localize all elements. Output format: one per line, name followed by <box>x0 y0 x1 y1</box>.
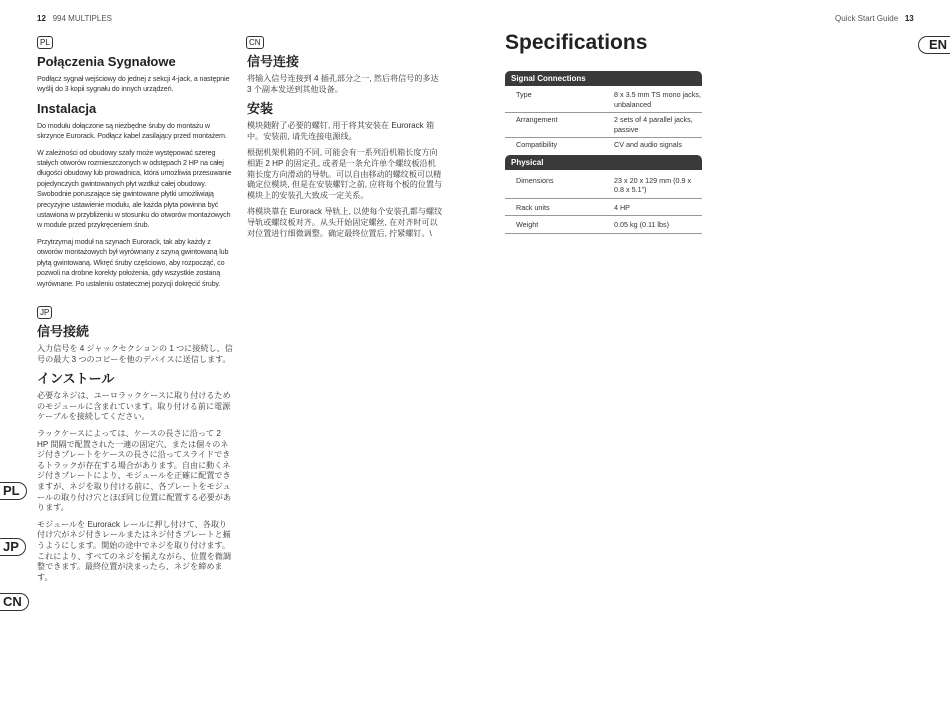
spec-value: CV and audio signals <box>614 140 682 149</box>
cn-install-p3: 将模块靠在 Eurorack 导轨上, 以使每个安装孔都与螺纹导轨或螺纹板对齐。从头开始固定螺丝, 在对齐时可以对位置进行细微调整。确定最终位置后, 拧紧螺钉。\ <box>247 207 443 238</box>
right-page-header <box>835 14 914 23</box>
spec-key: Rack units <box>516 202 550 212</box>
jp-install-p1: 必要なネジは、ユーロラックケースに取り付けるためのモジュールに含まれています。取り付ける前に電源ケーブルを接続してください。 <box>37 391 231 422</box>
spec-key: Weight <box>516 220 539 229</box>
cn-language-tag: CN <box>246 36 264 49</box>
side-tab-jp[interactable]: JP <box>0 538 26 556</box>
jp-signal-text: 入力信号を 4 ジャックセクションの 1 つに接続し、信号の最大 3 つのコピーを他のデバイスに送信します。 <box>37 344 233 364</box>
spec-row <box>505 199 702 217</box>
side-tab-pl[interactable]: PL <box>0 482 27 500</box>
left-page-title: 994 MULTIPLES <box>52 14 113 23</box>
spec-key: Dimensions <box>516 175 554 185</box>
jp-language-tag: JP <box>37 306 52 319</box>
spec-row <box>505 88 702 113</box>
spec-section-signal: Signal Connections <box>505 71 702 86</box>
pl-install-p2: W zależności od obudowy szafy może występować szereg stałych otworów rozmieszczonych w odstępach 2 HP na całej długości obudowy lub prowadnica, która umożliwia przesuwanie pojedynczych gwintowanych płyt wzdłuż całej obudowy. Swobodnie poruszające się gwintowane płytki umożliwiają precyzyjne ustawienie modułu, ale każda płyta powinna być ustawiona w przybliżeniu w stosunku do otworów montażowych w module przed przykręceniem śrub. <box>37 147 232 230</box>
spec-row <box>505 138 702 153</box>
specifications-table <box>505 71 702 234</box>
pl-signal-text: Podłącz sygnał wejściowy do jednej z sekcji 4-jack, a następnie wyślij do 3 kopii sygnału do innych urządzeń. <box>37 74 230 94</box>
left-page-header <box>37 14 112 23</box>
jp-install-p3: モジュールを Eurorack レールに押し付けて、各取り付け穴がネジ付きレールまたはネジ付きプレートと揃うようにします。開始の途中でネジを取り付けます。これにより、すべてのネジを揃えながら、位置を微調整できます。最終位置が決まったら、ネジを締めます。 <box>37 519 232 582</box>
pl-install-p1: Do modułu dołączone są niezbędne śruby do montażu w skrzynce Eurorack. Podłącz kabel zasilający przed montażem. <box>37 120 227 141</box>
cn-install-heading: 安装 <box>247 101 274 117</box>
side-tab-en[interactable]: EN <box>918 36 950 54</box>
pl-language-tag: PL <box>37 36 53 49</box>
spec-value: 0.05 kg (0.11 lbs) <box>614 220 670 229</box>
jp-install-heading: インストール <box>37 371 115 387</box>
jp-signal-heading: 信号接続 <box>37 324 90 339</box>
jp-install-p2: ラックケースによっては、ケースの長さに沿って 2 HP 間隔で配置された一連の固定穴、または個々のネジ付きプレートをケースの長さに沿ってスライドできるトラックが存在する場合があります。自由に動くネジ付きプレートにより、モジュールを正確に配置できますが、ネジを取り付ける前に、各プレートをモジュールの取り付け穴とほぼ同じ位置に配置する必要があります。 <box>37 428 232 513</box>
side-tab-cn[interactable]: CN <box>0 593 29 611</box>
pl-install-heading: Instalacja <box>37 100 97 116</box>
cn-signal-text: 将输入信号连接到 4 插孔部分之一, 然后将信号的多达 3 个副本发送到其他设备。 <box>247 74 439 94</box>
spec-row <box>505 113 702 138</box>
cn-signal-heading: 信号连接 <box>247 54 300 69</box>
pl-section <box>37 54 233 295</box>
spec-value: 23 x 20 x 129 mm (0.9 x 0.8 x 5.1") <box>614 175 692 194</box>
left-page-number: 12 <box>37 14 46 23</box>
spec-key: Arrangement <box>516 115 558 124</box>
cn-install-p1: 模块随附了必要的螺钉, 用于将其安装在 Eurorack 箱中。安装前, 请先连接电源线。 <box>247 121 435 141</box>
spec-key: Compatibility <box>516 140 558 149</box>
specifications-title: Specifications <box>505 31 648 54</box>
spec-key: Type <box>516 90 532 99</box>
pl-install-p3: Przytrzymaj moduł na szynach Eurorack, tak aby każdy z otworów montażowych był wyrównany z szyną gwintowaną lub płytą gwintowaną. Wkręć śruby częściowo, aby rozpocząć, co pozwoli na drobne korekty położenia, gdy wszystkie zostaną wyrównane. Po ustaleniu ostatecznej pozycji dokręcić śruby. <box>37 236 229 288</box>
pl-signal-heading: Połączenia Sygnałowe <box>37 54 176 69</box>
right-page-number: 13 <box>904 14 914 23</box>
jp-section <box>37 324 233 589</box>
spec-value: 8 x 3.5 mm TS mono jacks, unbalanced <box>614 90 701 109</box>
spec-section-physical: Physical <box>505 155 702 170</box>
cn-install-p2: 根据机架机箱的不同, 可能会有一系列沿机箱长度方向相距 2 HP 的固定孔, 或者是一条允许单个螺纹板沿机箱长度方向滑动的导轨。可以自由移动的螺纹板可以精确定位模块, 但是在安装螺钉之前, 应将每个板的位置与模块上的安装孔大致成一定关系。 <box>247 148 443 200</box>
right-page-title: Quick Start Guide <box>835 14 899 23</box>
spec-value: 4 HP <box>614 202 630 212</box>
spec-row <box>505 216 702 234</box>
cn-section <box>247 54 443 245</box>
spec-row <box>505 172 702 199</box>
spec-value: 2 sets of 4 parallel jacks, passive <box>614 115 693 134</box>
